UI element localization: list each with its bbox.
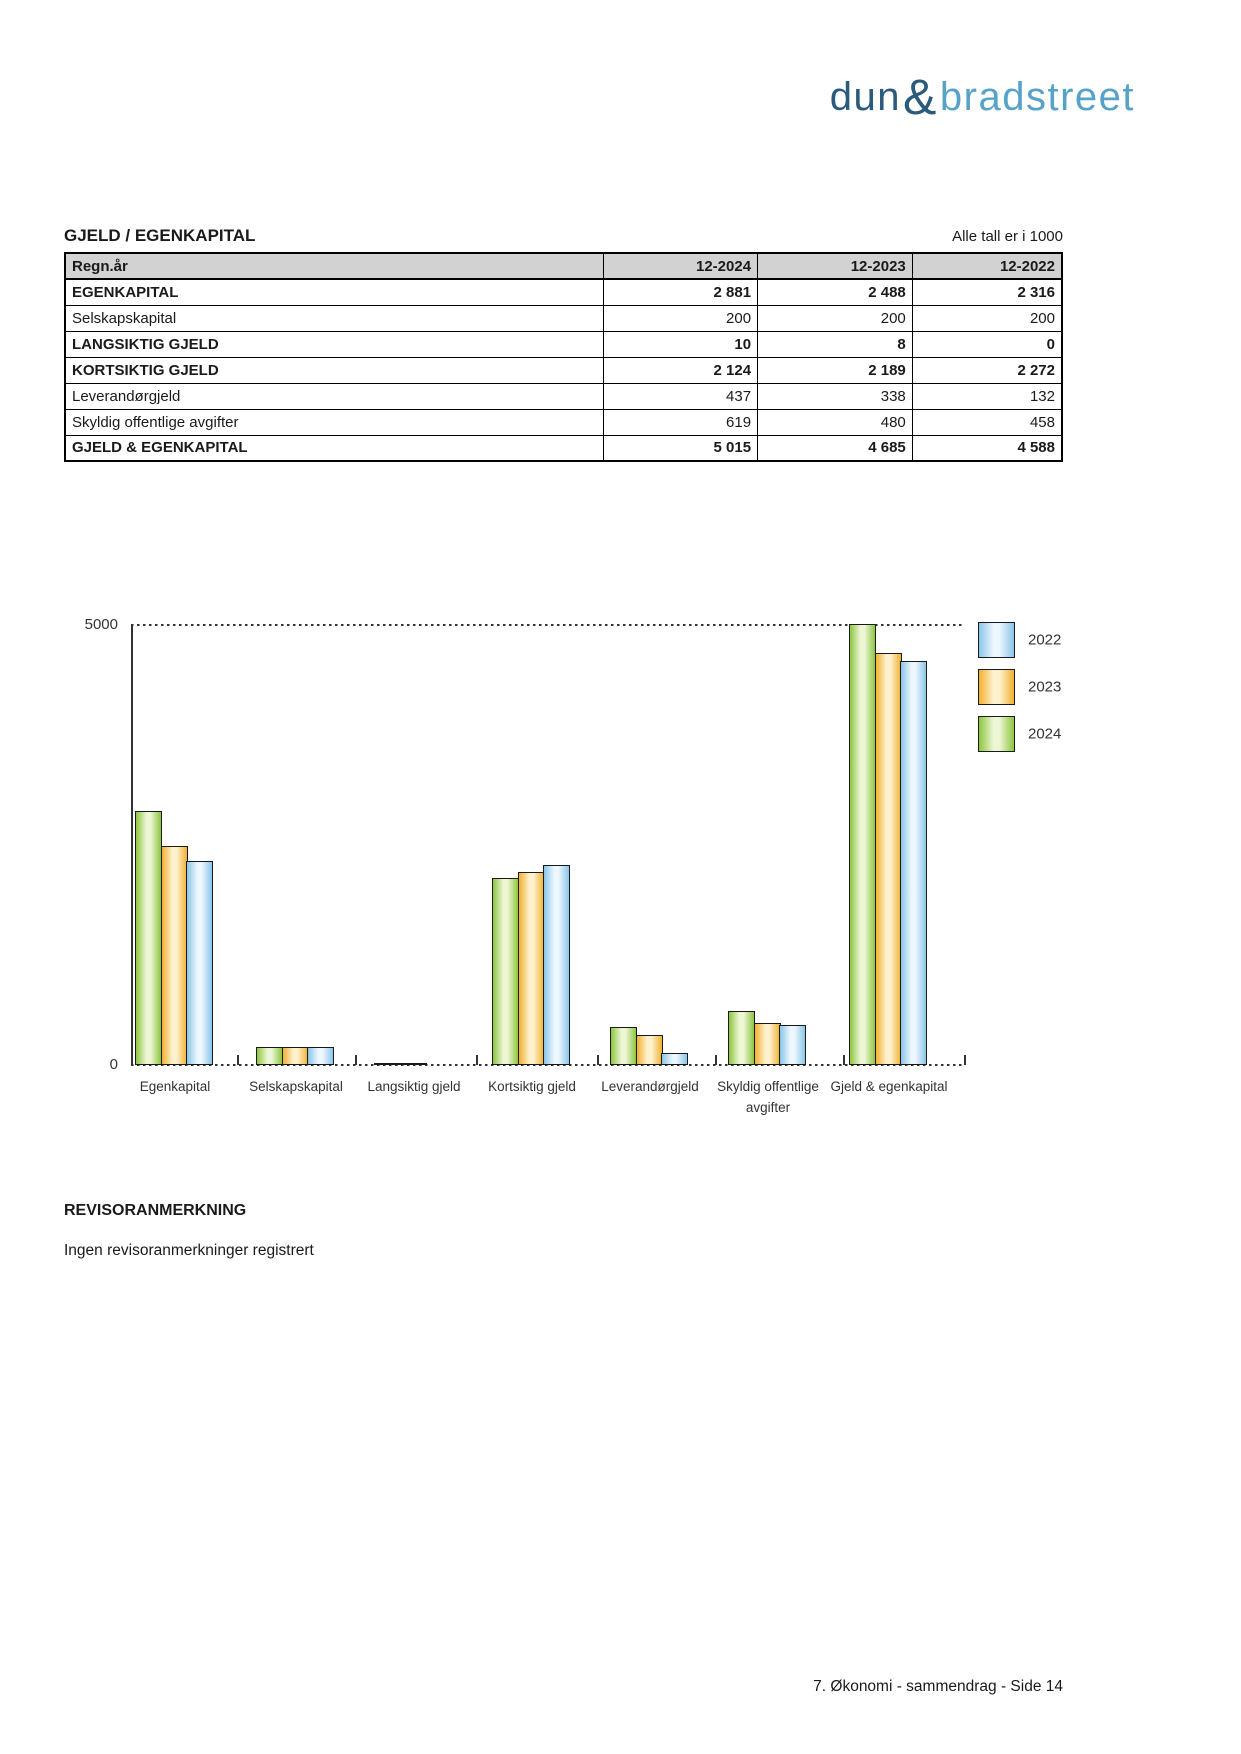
cell-value: 458 <box>912 409 1062 435</box>
units-note: Alle tall er i 1000 <box>952 228 1063 245</box>
row-label: EGENKAPITAL <box>65 279 604 305</box>
cell-value: 619 <box>604 409 758 435</box>
page-footer: 7. Økonomi - sammendrag - Side 14 <box>813 1678 1063 1695</box>
cell-value: 200 <box>604 305 758 331</box>
revisor-heading: REVISORANMERKNING <box>64 1202 247 1219</box>
cell-value: 8 <box>758 331 913 357</box>
cell-value: 437 <box>604 383 758 409</box>
gridline-5000 <box>131 624 964 626</box>
bar-2024 <box>135 811 162 1065</box>
bar-group <box>374 1063 427 1065</box>
bar-2023 <box>754 1023 781 1065</box>
revisor-body: Ingen revisoranmerkninger registrert <box>64 1242 314 1259</box>
cell-value: 200 <box>758 305 913 331</box>
bar-2023 <box>636 1035 663 1065</box>
bar-2023 <box>875 653 902 1065</box>
y-axis-tick-0: 0 <box>109 1056 118 1073</box>
bar-group <box>135 811 213 1065</box>
bar-2023 <box>400 1063 427 1065</box>
legend-label: 2024 <box>1028 725 1062 743</box>
category-label: Skyldig offentlige avgifter <box>717 1079 819 1115</box>
cell-value: 2 189 <box>758 357 913 383</box>
chart-plot <box>131 625 964 1115</box>
cell-value: 2 488 <box>758 279 913 305</box>
x-axis-tick <box>843 1055 845 1065</box>
x-axis-tick <box>715 1055 717 1065</box>
x-axis-tick <box>355 1055 357 1065</box>
cell-value: 338 <box>758 383 913 409</box>
y-axis-tick-5000: 5000 <box>84 616 118 633</box>
row-label: Skyldig offentlige avgifter <box>65 409 604 435</box>
x-axis-tick <box>597 1055 599 1065</box>
bar-2023 <box>282 1047 309 1065</box>
bar-group <box>728 1011 806 1065</box>
category-label: Langsiktig gjeld <box>367 1079 461 1094</box>
x-axis-tick <box>964 1055 966 1065</box>
section-title: GJELD / EGENKAPITAL <box>64 226 256 245</box>
bar-2022 <box>543 865 570 1065</box>
bar-2023 <box>161 846 188 1065</box>
bar-group <box>610 1027 688 1065</box>
legend-swatch-2024 <box>978 716 1015 752</box>
legend-swatch-2023 <box>978 669 1015 705</box>
bar-2024 <box>374 1063 401 1065</box>
cell-value: 0 <box>912 331 1062 357</box>
row-label: GJELD & EGENKAPITAL <box>65 435 604 461</box>
legend-label: 2023 <box>1028 678 1062 696</box>
bar-2024 <box>849 624 876 1065</box>
row-label: Selskapskapital <box>65 305 604 331</box>
cell-value: 10 <box>604 331 758 357</box>
bar-2022 <box>661 1053 688 1065</box>
bar-2022 <box>186 861 213 1065</box>
x-axis-tick <box>476 1055 478 1065</box>
col-header-regnar: Regn.år <box>65 253 604 279</box>
bar-2024 <box>492 878 519 1065</box>
cell-value: 132 <box>912 383 1062 409</box>
bar-2023 <box>518 872 545 1065</box>
bar-2022 <box>307 1047 334 1065</box>
bar-2024 <box>728 1011 755 1065</box>
cell-value: 200 <box>912 305 1062 331</box>
row-label: LANGSIKTIG GJELD <box>65 331 604 357</box>
y-axis-line <box>131 625 133 1066</box>
category-label: Kortsiktig gjeld <box>488 1079 576 1094</box>
cell-value: 2 316 <box>912 279 1062 305</box>
col-header-2022: 12-2022 <box>912 253 1062 279</box>
category-label: Selskapskapital <box>249 1079 343 1094</box>
cell-value: 480 <box>758 409 913 435</box>
logo-dun-text: dun <box>829 75 902 119</box>
bar-group <box>492 865 570 1065</box>
x-axis-tick <box>237 1055 239 1065</box>
legend-swatch-2022 <box>978 622 1015 658</box>
category-label: Egenkapital <box>139 1079 211 1094</box>
cell-value: 4 685 <box>758 435 913 461</box>
cell-value: 2 272 <box>912 357 1062 383</box>
bar-2022 <box>900 661 927 1065</box>
col-header-2024: 12-2024 <box>604 253 758 279</box>
col-header-2023: 12-2023 <box>758 253 913 279</box>
bar-2024 <box>610 1027 637 1065</box>
row-label: KORTSIKTIG GJELD <box>65 357 604 383</box>
bar-2024 <box>256 1047 283 1065</box>
cell-value: 5 015 <box>604 435 758 461</box>
category-label: Gjeld & egenkapital <box>830 1079 948 1094</box>
cell-value: 2 881 <box>604 279 758 305</box>
bar-group <box>256 1047 334 1065</box>
category-label: Leverandørgjeld <box>601 1079 699 1094</box>
cell-value: 2 124 <box>604 357 758 383</box>
row-label: Leverandørgjeld <box>65 383 604 409</box>
ampersand-icon: & <box>903 69 938 125</box>
cell-value: 4 588 <box>912 435 1062 461</box>
bar-group <box>849 624 927 1065</box>
bar-2022 <box>779 1025 806 1065</box>
legend-label: 2022 <box>1028 631 1062 649</box>
logo-bradstreet-text: bradstreet <box>939 75 1135 119</box>
